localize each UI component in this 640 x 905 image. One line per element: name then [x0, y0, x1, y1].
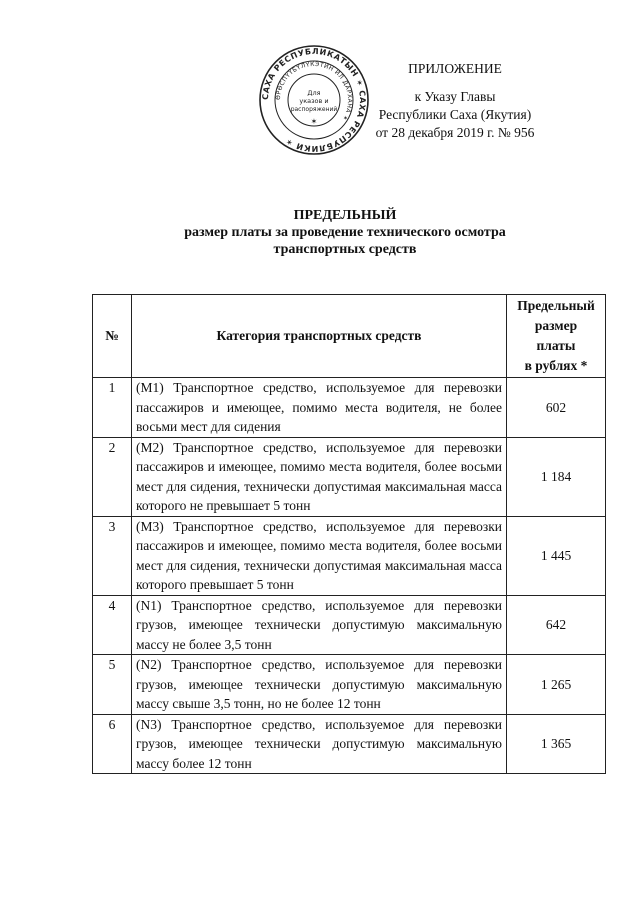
title-line-2: размер платы за проведение технического осмотра — [184, 225, 506, 240]
row-number: 6 — [93, 714, 132, 774]
row-number: 4 — [93, 595, 132, 655]
row-fee: 1 184 — [507, 437, 606, 516]
appendix-line-1: к Указу Главы — [414, 89, 496, 104]
svg-text:ӨРӨСПҮҮБҮЛҮКЭТИН ИЛ ДАРХАНА ✶: ӨРӨСПҮҮБҮЛҮКЭТИН ИЛ ДАРХАНА ✶ — [274, 60, 354, 122]
header-fee-line-1: Предельный — [517, 298, 595, 313]
appendix-line-2: Республики Саха (Якутия) — [378, 107, 532, 122]
title-line-1: ПРЕДЕЛЬНЫЙ — [293, 208, 397, 223]
row-description: (N1) Транспортное средство, используемое для перевозки грузов, имеющее технически допустимую максимальную массу не более 3,5 тонн — [132, 595, 507, 655]
table-header-row — [93, 295, 606, 378]
appendix-heading: ПРИЛОЖЕНИЕ — [408, 61, 502, 76]
table-row — [93, 516, 606, 595]
header-number: № — [93, 295, 132, 378]
svg-text:✶: ✶ — [310, 117, 318, 126]
row-fee: 602 — [507, 378, 606, 438]
row-description: (N3) Транспортное средство, используемое для перевозки грузов, имеющее технически допустимую максимальную массу более 12 тонн — [132, 714, 507, 774]
row-number: 2 — [93, 437, 132, 516]
svg-text:Для: Для — [307, 89, 321, 97]
table-row — [93, 714, 606, 774]
row-fee: 1 365 — [507, 714, 606, 774]
row-number: 3 — [93, 516, 132, 595]
row-number: 1 — [93, 378, 132, 438]
appendix-block — [360, 60, 550, 142]
row-description: (M1) Транспортное средство, используемое для перевозки пассажиров и имеющее, помимо места водителя, не более восьми мест для сидения — [132, 378, 507, 438]
appendix-line-3: от 28 декабря 2019 г. № 956 — [375, 125, 535, 140]
svg-text:распоряжений: распоряжений — [290, 106, 338, 113]
title-line-3: транспортных средств — [273, 242, 417, 257]
header-fee-line-2: размер — [534, 318, 578, 333]
document-title — [100, 207, 590, 258]
row-fee: 642 — [507, 595, 606, 655]
header-fee-line-4: в рублях * — [524, 358, 588, 373]
header-category: Категория транспортных средств — [132, 295, 507, 378]
table-row — [93, 437, 606, 516]
header-fee — [507, 295, 606, 378]
fee-table — [92, 294, 606, 774]
table-row — [93, 378, 606, 438]
row-description: (M2) Транспортное средство, используемое для перевозки пассажиров и имеющее, помимо места водителя, более восьми мест для сидения, технически допустимая максимальная масса которого не превышает 5 тонн — [132, 437, 507, 516]
table-row — [93, 655, 606, 715]
row-number: 5 — [93, 655, 132, 715]
header-fee-line-3: платы — [536, 338, 576, 353]
row-description: (N2) Транспортное средство, используемое для перевозки грузов, имеющее технически допустимую максимальную массу свыше 3,5 тонн, но не более 12 тонн — [132, 655, 507, 715]
official-seal — [258, 44, 370, 156]
row-fee: 1 445 — [507, 516, 606, 595]
svg-text:указов и: указов и — [299, 97, 329, 105]
row-description: (M3) Транспортное средство, используемое для перевозки пассажиров и имеющее, помимо места водителя, более восьми мест для сидения, технически допустимая максимальная масса которого превышает 5 тонн — [132, 516, 507, 595]
table-row — [93, 595, 606, 655]
svg-text:САХА РЕСПУБЛИКАТЫН ✶ САХА РЕСП: САХА РЕСПУБЛИКАТЫН ✶ САХА РЕСПУБЛИКИ ✶ — [260, 46, 368, 154]
row-fee: 1 265 — [507, 655, 606, 715]
